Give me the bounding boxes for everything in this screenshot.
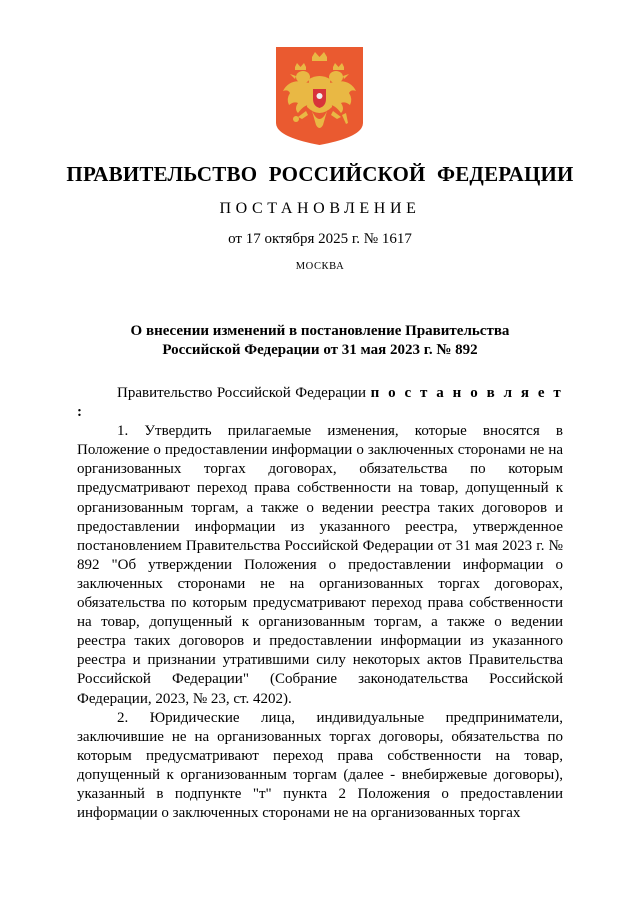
subject-line-1: О внесении изменений в постановление Правительства xyxy=(130,323,510,339)
city-name: МОСКВА xyxy=(295,261,345,272)
government-title: ПРАВИТЕЛЬСТВО РОССИЙСКОЙ ФЕДЕРАЦИИ xyxy=(66,162,574,186)
document-body xyxy=(77,384,563,823)
intro-action: п о с т а н о в л я е т : xyxy=(77,385,563,421)
double-headed-eagle-icon xyxy=(276,47,363,145)
intro-paragraph xyxy=(77,384,563,422)
subject-line-2: Российской Федерации от 31 мая 2023 г. № 892 xyxy=(162,342,478,358)
document-subject xyxy=(0,322,640,360)
document-date-number: от 17 октября 2025 г. № 1617 xyxy=(228,231,412,247)
coat-of-arms-emblem xyxy=(276,47,363,145)
intro-prefix: Правительство Российской Федерации xyxy=(117,385,371,401)
document-type: ПОСТАНОВЛЕНИЕ xyxy=(219,200,421,217)
paragraph-1: 1. Утвердить прилагаемые изменения, которые вносятся в Положение о предоставлении информации о заключенных сторонами не на организованных торгах договорах, обязательства по которым предусматривают переход права собственности на товар, допущенный к организованным торгам, а также о ведении реестра таких договоров и предоставлении информации из указанного реестра, утвержденное постановлением Правительства Российской Федерации от 31 мая 2023 г. № 892 "Об утверждении Положения о предоставлении информации о заключенных сторонами не на организованных торгах договорах, обязательства по которым предусматривают переход права собственности на товар, допущенный к организованным торгам, а также о ведении реестра таких договоров и предоставлении информации из указанного реестра и признании утратившими силу некоторых актов Правительства Российской Федерации" (Собрание законодательства Российской Федерации, 2023, № 23, ст. 4202). xyxy=(77,423,563,707)
paragraph-2: 2. Юридические лица, индивидуальные предприниматели, заключившие не на организованных торгах договоры, обязательства по которым предусматривают переход права собственности на товар, допущенный к организованным торгам (далее - внебиржевые договоры), указанный в подпункте "т" пункта 2 Положения о предоставлении информации о заключенных сторонами не на организованных торгах xyxy=(77,709,563,822)
